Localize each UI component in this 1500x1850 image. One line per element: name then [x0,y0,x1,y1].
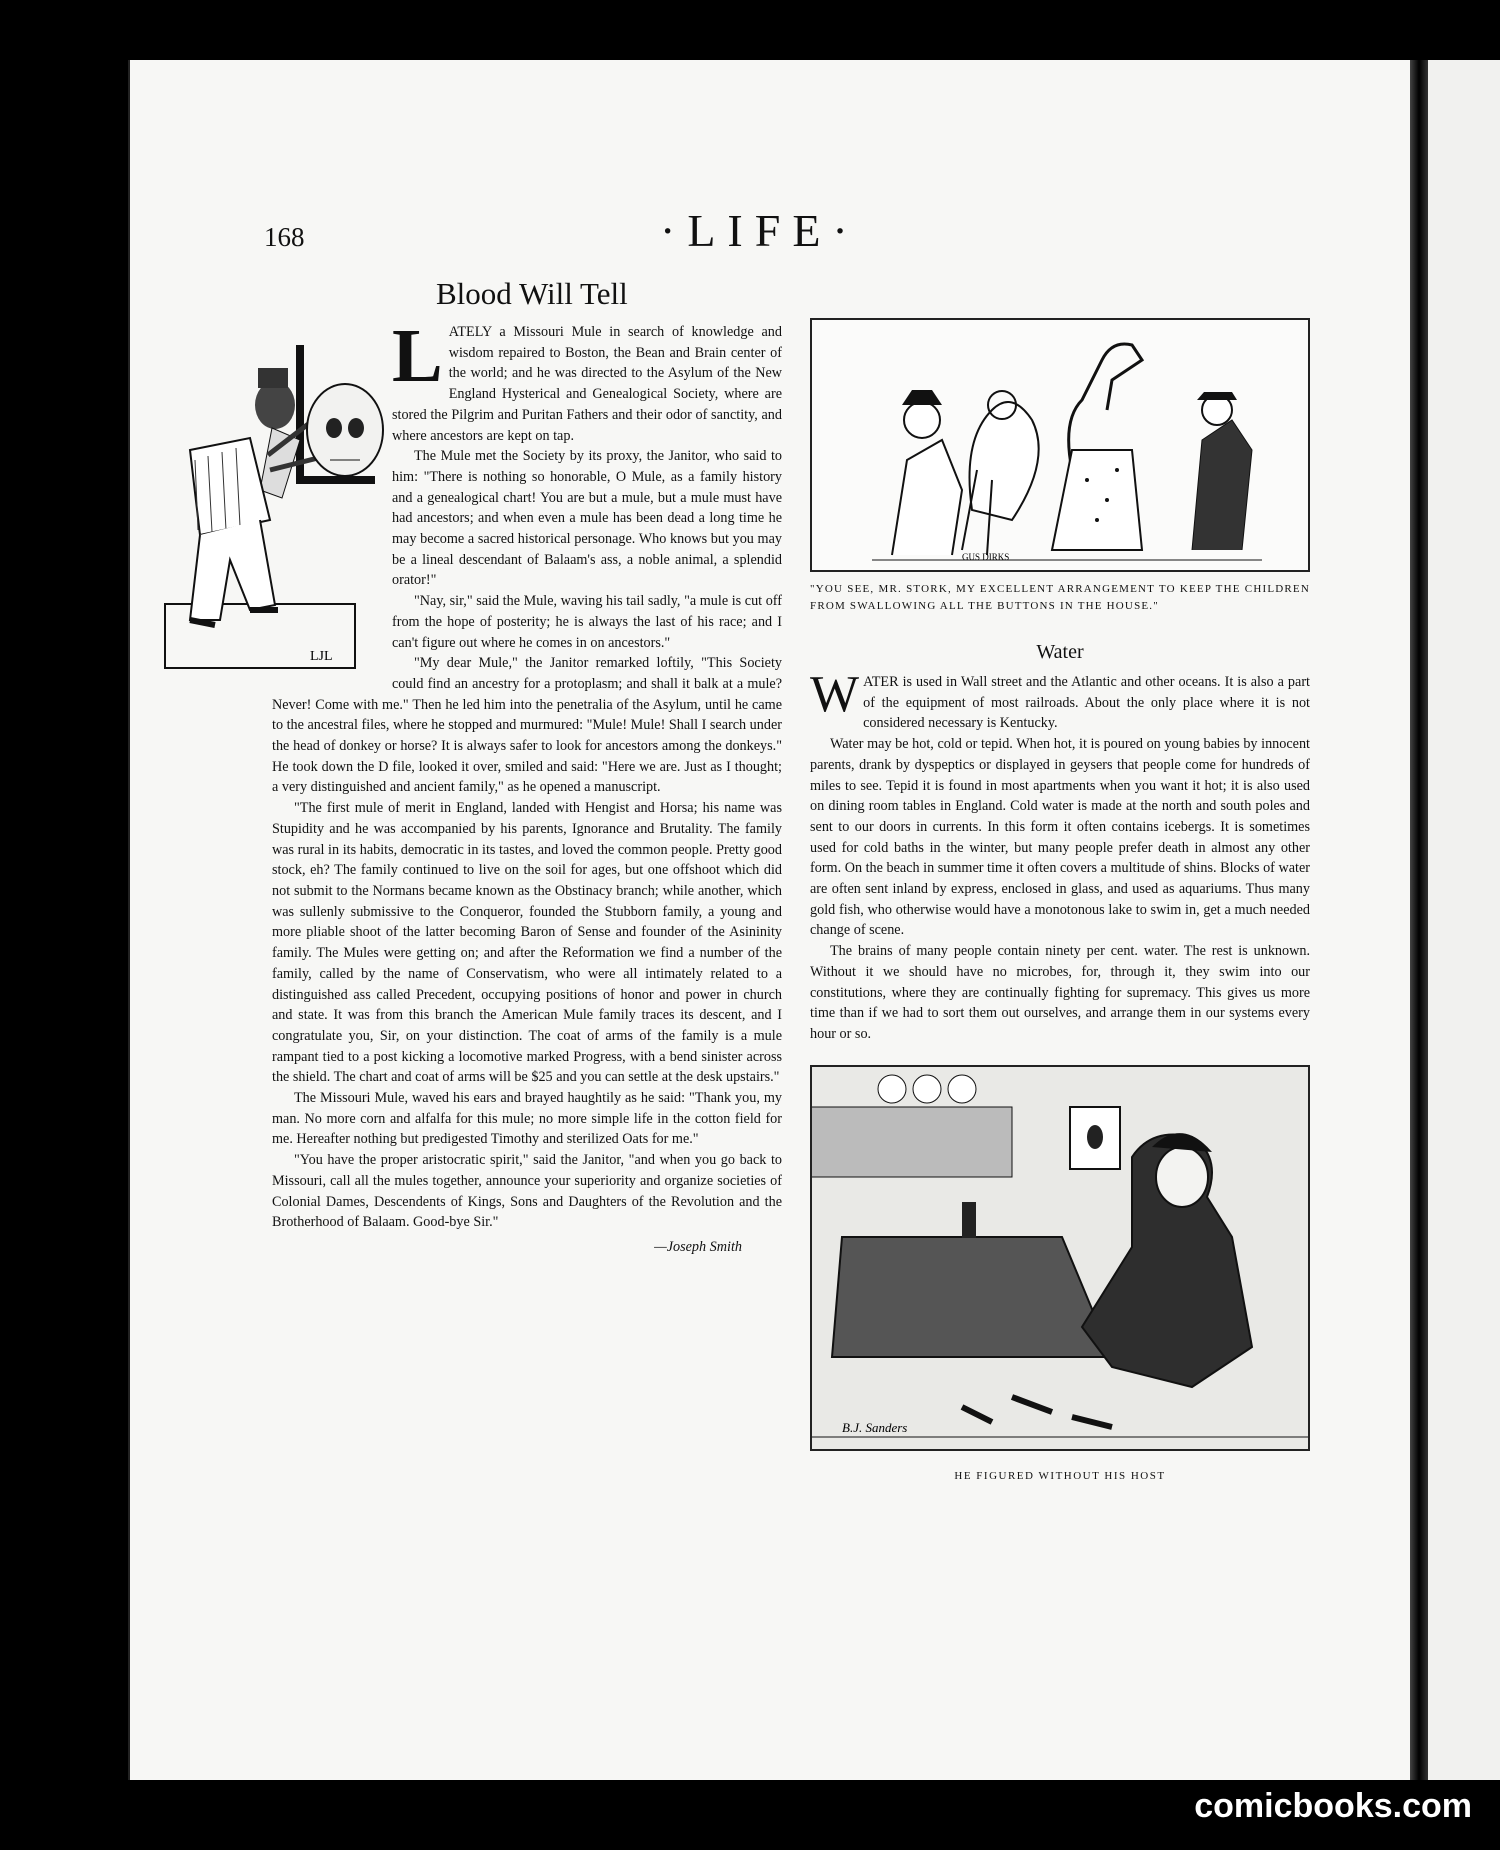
article-paragraph-3: "Nay, sir," said the Mule, waving his tail sadly, "a mule is cut off from the hope of posterity; he is always the last of his race; and I can't figure out where he comes in on ancestors." [392,593,782,651]
article-water [810,666,1310,1045]
svg-text:B.J. Sanders: B.J. Sanders [842,1419,908,1435]
water-paragraph-2: Water may be hot, cold or tepid. When hot, it is poured on young babies by innocent parents, drank by dyspeptics or displayed in geysers that people come for hundreds of miles to see. Tepid it is found in most apartments when you want it hot; it is also used on dining room tables in England. Cold water is made at the north and south poles and sent to our doors in currents. In this form it often contains icebergs. It is sometimes used for cold baths in the winter, but many people prefer death in almost any other form. On the beach in summer time it often covers a multitude of shins. Blocks of water are often sent inland by express, enclosed in glass, and used as aquariums. Thus many gold fish, who otherwise would have a monotonous lake to swim in, get a much needed change of scene. [810,736,1310,939]
article-paragraph-2: The Mule met the Society by its proxy, the Janitor, who said to him: "There is nothing so honorable, O Mule, as a family history and a genealogical chart! You are but a mule, but a mule must have had ancestors; and when even a mule has been dead a long time he may become a sacred historical personage. Who knows but you may be a lineal descendant of Balaam's ass, a noble animal, a splendid orator!" [392,448,782,589]
cartoon-caption-stork: "YOU SEE, MR. STORK, MY EXCELLENT ARRANGEMENT TO KEEP THE CHILDREN FROM SWALLOWING ALL THE BUTTONS IN THE HOUSE." [810,583,1310,612]
water-paragraph-1: WATER is used in Wall street and the Atlantic and other oceans. It is also a part of the equipment of most railroads. About the only place where it is not considered necessary is Kentucky. [810,666,1310,732]
article-signature: —Joseph Smith [654,1238,742,1255]
page-gutter [1410,60,1428,1780]
article-paragraph-7: "You have the proper aristocratic spirit," said the Janitor, "and when you go back to Missouri, call all the mules together, announce your superiority and organize societies of Colonial Dames, Descendents of Kings, Sons and Daughters of the Revolution and the Brotherhood of Balaam. Good-bye Sir." [272,1152,782,1231]
sleeping-man-cartoon [810,1065,1310,1451]
drop-cap-w: W [810,666,860,723]
right-column [810,318,1310,1482]
page-number: 168 [264,222,305,252]
site-watermark: comicbooks.com [1194,1787,1472,1825]
svg-text:LJL: LJL [310,649,333,664]
facing-page-edge [1428,60,1500,1780]
drop-cap-l: L [392,314,443,398]
water-title: Water [1036,641,1084,663]
svg-text:GUS DIRKS: GUS DIRKS [962,552,1010,562]
article-paragraph-1: LATELY a Missouri Mule in search of knowledge and wisdom repaired to Boston, the Bean and Brain center of the world; and he was directed to the Asylum of the New England Hysterical and Genealogical Society, where are stored the Pilgrim and Puritan Fathers and their odor of sanctity, and where ancestors are kept on tap. [392,314,782,444]
article-paragraph-5: "The first mule of merit in England, landed with Hengist and Horsa; his name was Stupidity and he was accompanied by his parents, Ignorance and Brutality. The family was rural in its habits, democratic in its tastes, and loved the common people. Pretty good stock, eh? The family continued to live on the soil for ages, but one offshoot which did not submit to the Normans became known as the Obstinacy branch; while another, which was sullenly submissive to the Conqueror, founded the Stubborn family, a young and more pliable shoot of the latter becoming Baron of Sense and founder of the Asininity family. The Mules were getting on; and after the Reformation we find a number of the family, called by the name of Conservatism, who were all intimately related to a distinguished ass called Precedent, occupying positions of honor and power in church and state. It was from this branch the American Mule family traces its descent, and I congratulate you, Sir, on your distinction. The coat of arms of the family is a mule rampant tied to a post kicking a locomotive marked Progress, with a bend sinister across the shield. The chart and coat of arms will be $25 and you can settle at the desk upstairs." [272,800,782,1086]
stork-cartoon [810,318,1310,572]
masthead: ·LIFE· [660,205,860,256]
article-paragraph-6: The Missouri Mule, waved his ears and brayed haughtily as he said: "Thank you, my man. No more corn and alfalfa for this mule; no more simple life in the cotton field for me. Hereafter nothing but predigested Timothy and sterilized Oats for me." [272,1090,782,1148]
article-title: Blood Will Tell [436,276,628,311]
monkey-skull-illustration [160,320,440,680]
article-paragraph-4: "My dear Mule," the Janitor remarked loftily, "This Society could find an ancestry for a protoplasm; and shall it balk at a mule? Never! Come with me." Then he led him into the penetralia of the Asylum, until he came to the ancestral files, where he stopped and murmured: "Mule! Mule! Shall I search under the head of donkey or horse? It is always safer to look for ancestors among the donkeys." He took down the D file, looked it over, smiled and said: "Here we are. Just as I thought; a very distinguished and ancient family," as he opened a manuscript. [272,655,782,796]
cartoon-caption-host: HE FIGURED WITHOUT HIS HOST [954,1469,1166,1482]
water-paragraph-3: The brains of many people contain ninety per cent. water. The rest is unknown. Without it we should have no microbes, for, through it, they swim into our constitutions, where they are continually fighting for supremacy. This gives us more time than if we had to sort them out ourselves, and arrange them in our systems every hour or so. [810,943,1310,1042]
